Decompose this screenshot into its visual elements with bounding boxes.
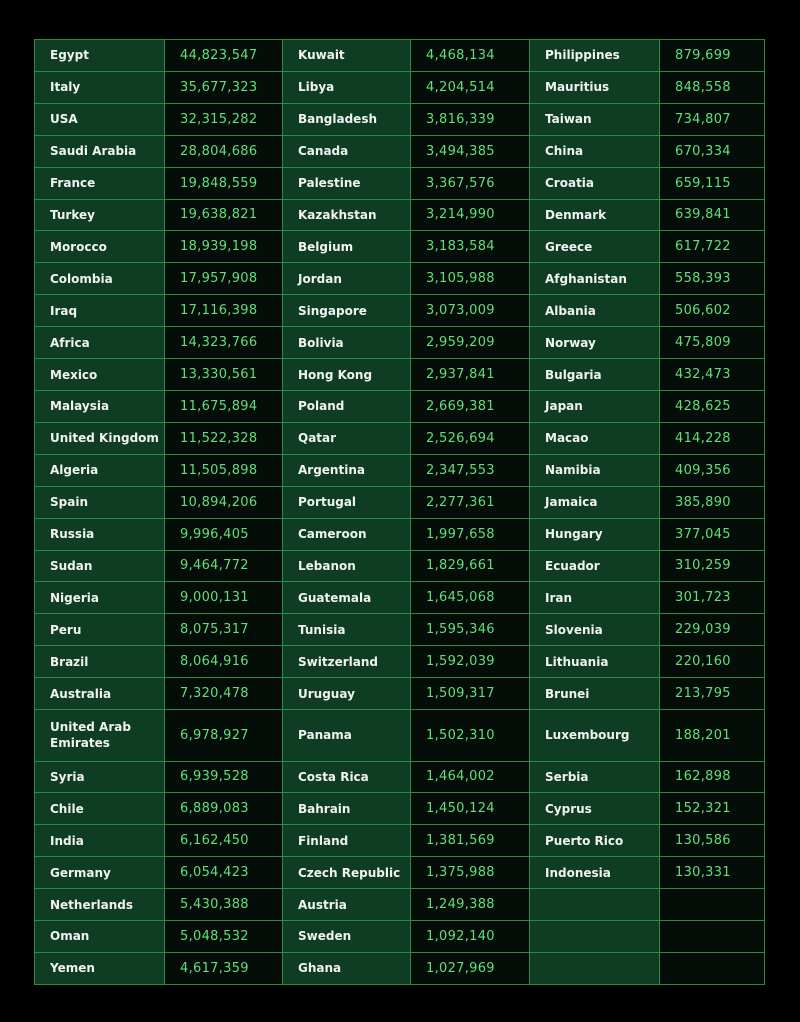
empty-cell bbox=[660, 952, 765, 984]
count-value-cell: 2,669,381 bbox=[411, 390, 530, 422]
table-row bbox=[35, 614, 765, 646]
table-row bbox=[35, 825, 765, 857]
country-name-cell: Malaysia bbox=[35, 390, 165, 422]
count-value-cell: 1,092,140 bbox=[411, 921, 530, 953]
country-name-cell: Spain bbox=[35, 486, 165, 518]
count-value-cell: 1,464,002 bbox=[411, 761, 530, 793]
count-value-cell: 11,522,328 bbox=[165, 422, 283, 454]
count-value-cell: 3,214,990 bbox=[411, 199, 530, 231]
count-value-cell: 879,699 bbox=[660, 40, 765, 72]
count-value-cell: 1,027,969 bbox=[411, 952, 530, 984]
country-name-cell: Italy bbox=[35, 71, 165, 103]
count-value-cell: 3,183,584 bbox=[411, 231, 530, 263]
count-value-cell: 2,526,694 bbox=[411, 422, 530, 454]
country-name-cell: Libya bbox=[283, 71, 411, 103]
country-name-cell: Austria bbox=[283, 889, 411, 921]
count-value-cell: 475,809 bbox=[660, 327, 765, 359]
count-value-cell: 1,375,988 bbox=[411, 857, 530, 889]
country-name-cell: Sweden bbox=[283, 921, 411, 953]
country-name-cell: Denmark bbox=[530, 199, 660, 231]
country-name-cell: Mauritius bbox=[530, 71, 660, 103]
table-row bbox=[35, 40, 765, 72]
country-name-cell: Tunisia bbox=[283, 614, 411, 646]
count-value-cell: 734,807 bbox=[660, 103, 765, 135]
country-name-cell: Morocco bbox=[35, 231, 165, 263]
count-value-cell: 213,795 bbox=[660, 678, 765, 710]
country-name-cell: Ghana bbox=[283, 952, 411, 984]
country-name-cell: India bbox=[35, 825, 165, 857]
count-value-cell: 229,039 bbox=[660, 614, 765, 646]
country-count-table bbox=[34, 39, 765, 985]
country-name-cell: Slovenia bbox=[530, 614, 660, 646]
country-name-cell: Switzerland bbox=[283, 646, 411, 678]
count-value-cell: 152,321 bbox=[660, 793, 765, 825]
count-value-cell: 7,320,478 bbox=[165, 678, 283, 710]
count-value-cell: 3,816,339 bbox=[411, 103, 530, 135]
count-value-cell: 10,894,206 bbox=[165, 486, 283, 518]
country-name-cell: Singapore bbox=[283, 295, 411, 327]
country-name-cell: Puerto Rico bbox=[530, 825, 660, 857]
country-name-cell: Costa Rica bbox=[283, 761, 411, 793]
empty-cell bbox=[660, 889, 765, 921]
count-value-cell: 17,116,398 bbox=[165, 295, 283, 327]
count-value-cell: 670,334 bbox=[660, 135, 765, 167]
count-value-cell: 2,347,553 bbox=[411, 454, 530, 486]
count-value-cell: 1,595,346 bbox=[411, 614, 530, 646]
count-value-cell: 659,115 bbox=[660, 167, 765, 199]
table-row bbox=[35, 710, 765, 761]
table-row bbox=[35, 231, 765, 263]
country-name-cell: Egypt bbox=[35, 40, 165, 72]
table-row bbox=[35, 359, 765, 391]
country-name-cell: Brazil bbox=[35, 646, 165, 678]
country-name-cell: Panama bbox=[283, 710, 411, 761]
country-name-cell: Netherlands bbox=[35, 889, 165, 921]
empty-cell bbox=[660, 921, 765, 953]
country-name-cell: Taiwan bbox=[530, 103, 660, 135]
country-name-cell: Chile bbox=[35, 793, 165, 825]
table-row bbox=[35, 857, 765, 889]
count-value-cell: 3,073,009 bbox=[411, 295, 530, 327]
empty-cell bbox=[530, 952, 660, 984]
country-name-cell: Jordan bbox=[283, 263, 411, 295]
count-value-cell: 19,848,559 bbox=[165, 167, 283, 199]
country-name-cell: Oman bbox=[35, 921, 165, 953]
country-name-cell: Bangladesh bbox=[283, 103, 411, 135]
table-row bbox=[35, 199, 765, 231]
table-row bbox=[35, 295, 765, 327]
count-value-cell: 28,804,686 bbox=[165, 135, 283, 167]
count-value-cell: 32,315,282 bbox=[165, 103, 283, 135]
count-value-cell: 2,959,209 bbox=[411, 327, 530, 359]
country-name-cell: Qatar bbox=[283, 422, 411, 454]
country-name-cell: Greece bbox=[530, 231, 660, 263]
country-name-cell: Iraq bbox=[35, 295, 165, 327]
empty-cell bbox=[530, 889, 660, 921]
count-value-cell: 1,450,124 bbox=[411, 793, 530, 825]
count-value-cell: 6,939,528 bbox=[165, 761, 283, 793]
count-value-cell: 35,677,323 bbox=[165, 71, 283, 103]
country-name-cell: Albania bbox=[530, 295, 660, 327]
country-name-cell: USA bbox=[35, 103, 165, 135]
count-value-cell: 6,162,450 bbox=[165, 825, 283, 857]
count-value-cell: 11,675,894 bbox=[165, 390, 283, 422]
count-value-cell: 1,381,569 bbox=[411, 825, 530, 857]
country-name-cell: Cameroon bbox=[283, 518, 411, 550]
count-value-cell: 4,204,514 bbox=[411, 71, 530, 103]
count-value-cell: 130,586 bbox=[660, 825, 765, 857]
country-name-cell: Brunei bbox=[530, 678, 660, 710]
count-value-cell: 44,823,547 bbox=[165, 40, 283, 72]
count-value-cell: 848,558 bbox=[660, 71, 765, 103]
table-row bbox=[35, 135, 765, 167]
country-name-cell: United Arab Emirates bbox=[35, 710, 165, 761]
country-name-cell: Lebanon bbox=[283, 550, 411, 582]
country-name-cell: Finland bbox=[283, 825, 411, 857]
count-value-cell: 1,997,658 bbox=[411, 518, 530, 550]
country-name-cell: Portugal bbox=[283, 486, 411, 518]
country-name-cell: United Kingdom bbox=[35, 422, 165, 454]
count-value-cell: 1,502,310 bbox=[411, 710, 530, 761]
table-row bbox=[35, 71, 765, 103]
table-row bbox=[35, 103, 765, 135]
count-value-cell: 1,592,039 bbox=[411, 646, 530, 678]
count-value-cell: 414,228 bbox=[660, 422, 765, 454]
count-value-cell: 1,829,661 bbox=[411, 550, 530, 582]
table-row bbox=[35, 793, 765, 825]
table-row bbox=[35, 486, 765, 518]
table-row bbox=[35, 390, 765, 422]
country-name-cell: Turkey bbox=[35, 199, 165, 231]
country-name-cell: Germany bbox=[35, 857, 165, 889]
country-name-cell: Croatia bbox=[530, 167, 660, 199]
count-value-cell: 2,277,361 bbox=[411, 486, 530, 518]
table-row bbox=[35, 678, 765, 710]
count-value-cell: 9,000,131 bbox=[165, 582, 283, 614]
count-value-cell: 14,323,766 bbox=[165, 327, 283, 359]
count-value-cell: 9,464,772 bbox=[165, 550, 283, 582]
country-name-cell: Uruguay bbox=[283, 678, 411, 710]
count-value-cell: 3,105,988 bbox=[411, 263, 530, 295]
count-value-cell: 3,494,385 bbox=[411, 135, 530, 167]
table-row bbox=[35, 263, 765, 295]
count-value-cell: 13,330,561 bbox=[165, 359, 283, 391]
country-name-cell: Luxembourg bbox=[530, 710, 660, 761]
count-value-cell: 18,939,198 bbox=[165, 231, 283, 263]
country-name-cell: Yemen bbox=[35, 952, 165, 984]
country-name-cell: Cyprus bbox=[530, 793, 660, 825]
count-value-cell: 5,048,532 bbox=[165, 921, 283, 953]
country-name-cell: Bahrain bbox=[283, 793, 411, 825]
count-value-cell: 6,889,083 bbox=[165, 793, 283, 825]
count-value-cell: 162,898 bbox=[660, 761, 765, 793]
count-value-cell: 385,890 bbox=[660, 486, 765, 518]
country-name-cell: Colombia bbox=[35, 263, 165, 295]
count-value-cell: 409,356 bbox=[660, 454, 765, 486]
country-name-cell: China bbox=[530, 135, 660, 167]
country-name-cell: Afghanistan bbox=[530, 263, 660, 295]
table-row bbox=[35, 327, 765, 359]
country-name-cell: Nigeria bbox=[35, 582, 165, 614]
country-name-cell: Hungary bbox=[530, 518, 660, 550]
count-value-cell: 639,841 bbox=[660, 199, 765, 231]
country-name-cell: Serbia bbox=[530, 761, 660, 793]
table-row bbox=[35, 761, 765, 793]
country-name-cell: Guatemala bbox=[283, 582, 411, 614]
country-name-cell: Ecuador bbox=[530, 550, 660, 582]
table-row bbox=[35, 921, 765, 953]
count-value-cell: 5,430,388 bbox=[165, 889, 283, 921]
table-row bbox=[35, 518, 765, 550]
count-value-cell: 301,723 bbox=[660, 582, 765, 614]
table-row bbox=[35, 889, 765, 921]
count-value-cell: 4,468,134 bbox=[411, 40, 530, 72]
count-value-cell: 377,045 bbox=[660, 518, 765, 550]
country-name-cell: Africa bbox=[35, 327, 165, 359]
count-value-cell: 17,957,908 bbox=[165, 263, 283, 295]
count-value-cell: 130,331 bbox=[660, 857, 765, 889]
count-value-cell: 432,473 bbox=[660, 359, 765, 391]
country-name-cell: Poland bbox=[283, 390, 411, 422]
country-name-cell: Indonesia bbox=[530, 857, 660, 889]
empty-cell bbox=[530, 921, 660, 953]
count-value-cell: 11,505,898 bbox=[165, 454, 283, 486]
table-row bbox=[35, 952, 765, 984]
table-body bbox=[35, 40, 765, 985]
count-value-cell: 8,075,317 bbox=[165, 614, 283, 646]
table-row bbox=[35, 646, 765, 678]
table-row bbox=[35, 582, 765, 614]
country-name-cell: Czech Republic bbox=[283, 857, 411, 889]
count-value-cell: 310,259 bbox=[660, 550, 765, 582]
count-value-cell: 506,602 bbox=[660, 295, 765, 327]
country-name-cell: Palestine bbox=[283, 167, 411, 199]
country-name-cell: Iran bbox=[530, 582, 660, 614]
count-value-cell: 8,064,916 bbox=[165, 646, 283, 678]
country-count-table-frame bbox=[34, 39, 764, 985]
country-name-cell: Lithuania bbox=[530, 646, 660, 678]
country-name-cell: France bbox=[35, 167, 165, 199]
count-value-cell: 9,996,405 bbox=[165, 518, 283, 550]
country-name-cell: Belgium bbox=[283, 231, 411, 263]
country-name-cell: Japan bbox=[530, 390, 660, 422]
country-name-cell: Russia bbox=[35, 518, 165, 550]
country-name-cell: Saudi Arabia bbox=[35, 135, 165, 167]
country-name-cell: Bulgaria bbox=[530, 359, 660, 391]
country-name-cell: Argentina bbox=[283, 454, 411, 486]
country-name-cell: Sudan bbox=[35, 550, 165, 582]
count-value-cell: 6,054,423 bbox=[165, 857, 283, 889]
country-name-cell: Bolivia bbox=[283, 327, 411, 359]
country-name-cell: Syria bbox=[35, 761, 165, 793]
count-value-cell: 188,201 bbox=[660, 710, 765, 761]
country-name-cell: Algeria bbox=[35, 454, 165, 486]
table-row bbox=[35, 167, 765, 199]
country-name-cell: Mexico bbox=[35, 359, 165, 391]
count-value-cell: 220,160 bbox=[660, 646, 765, 678]
count-value-cell: 558,393 bbox=[660, 263, 765, 295]
count-value-cell: 1,509,317 bbox=[411, 678, 530, 710]
country-name-cell: Norway bbox=[530, 327, 660, 359]
country-name-cell: Macao bbox=[530, 422, 660, 454]
country-name-cell: Hong Kong bbox=[283, 359, 411, 391]
country-name-cell: Philippines bbox=[530, 40, 660, 72]
country-name-cell: Jamaica bbox=[530, 486, 660, 518]
count-value-cell: 4,617,359 bbox=[165, 952, 283, 984]
country-name-cell: Kazakhstan bbox=[283, 199, 411, 231]
table-row bbox=[35, 454, 765, 486]
country-name-cell: Australia bbox=[35, 678, 165, 710]
count-value-cell: 2,937,841 bbox=[411, 359, 530, 391]
count-value-cell: 428,625 bbox=[660, 390, 765, 422]
count-value-cell: 3,367,576 bbox=[411, 167, 530, 199]
count-value-cell: 1,645,068 bbox=[411, 582, 530, 614]
count-value-cell: 6,978,927 bbox=[165, 710, 283, 761]
country-name-cell: Kuwait bbox=[283, 40, 411, 72]
country-name-cell: Namibia bbox=[530, 454, 660, 486]
table-row bbox=[35, 550, 765, 582]
country-name-cell: Canada bbox=[283, 135, 411, 167]
count-value-cell: 617,722 bbox=[660, 231, 765, 263]
count-value-cell: 1,249,388 bbox=[411, 889, 530, 921]
table-row bbox=[35, 422, 765, 454]
count-value-cell: 19,638,821 bbox=[165, 199, 283, 231]
country-name-cell: Peru bbox=[35, 614, 165, 646]
